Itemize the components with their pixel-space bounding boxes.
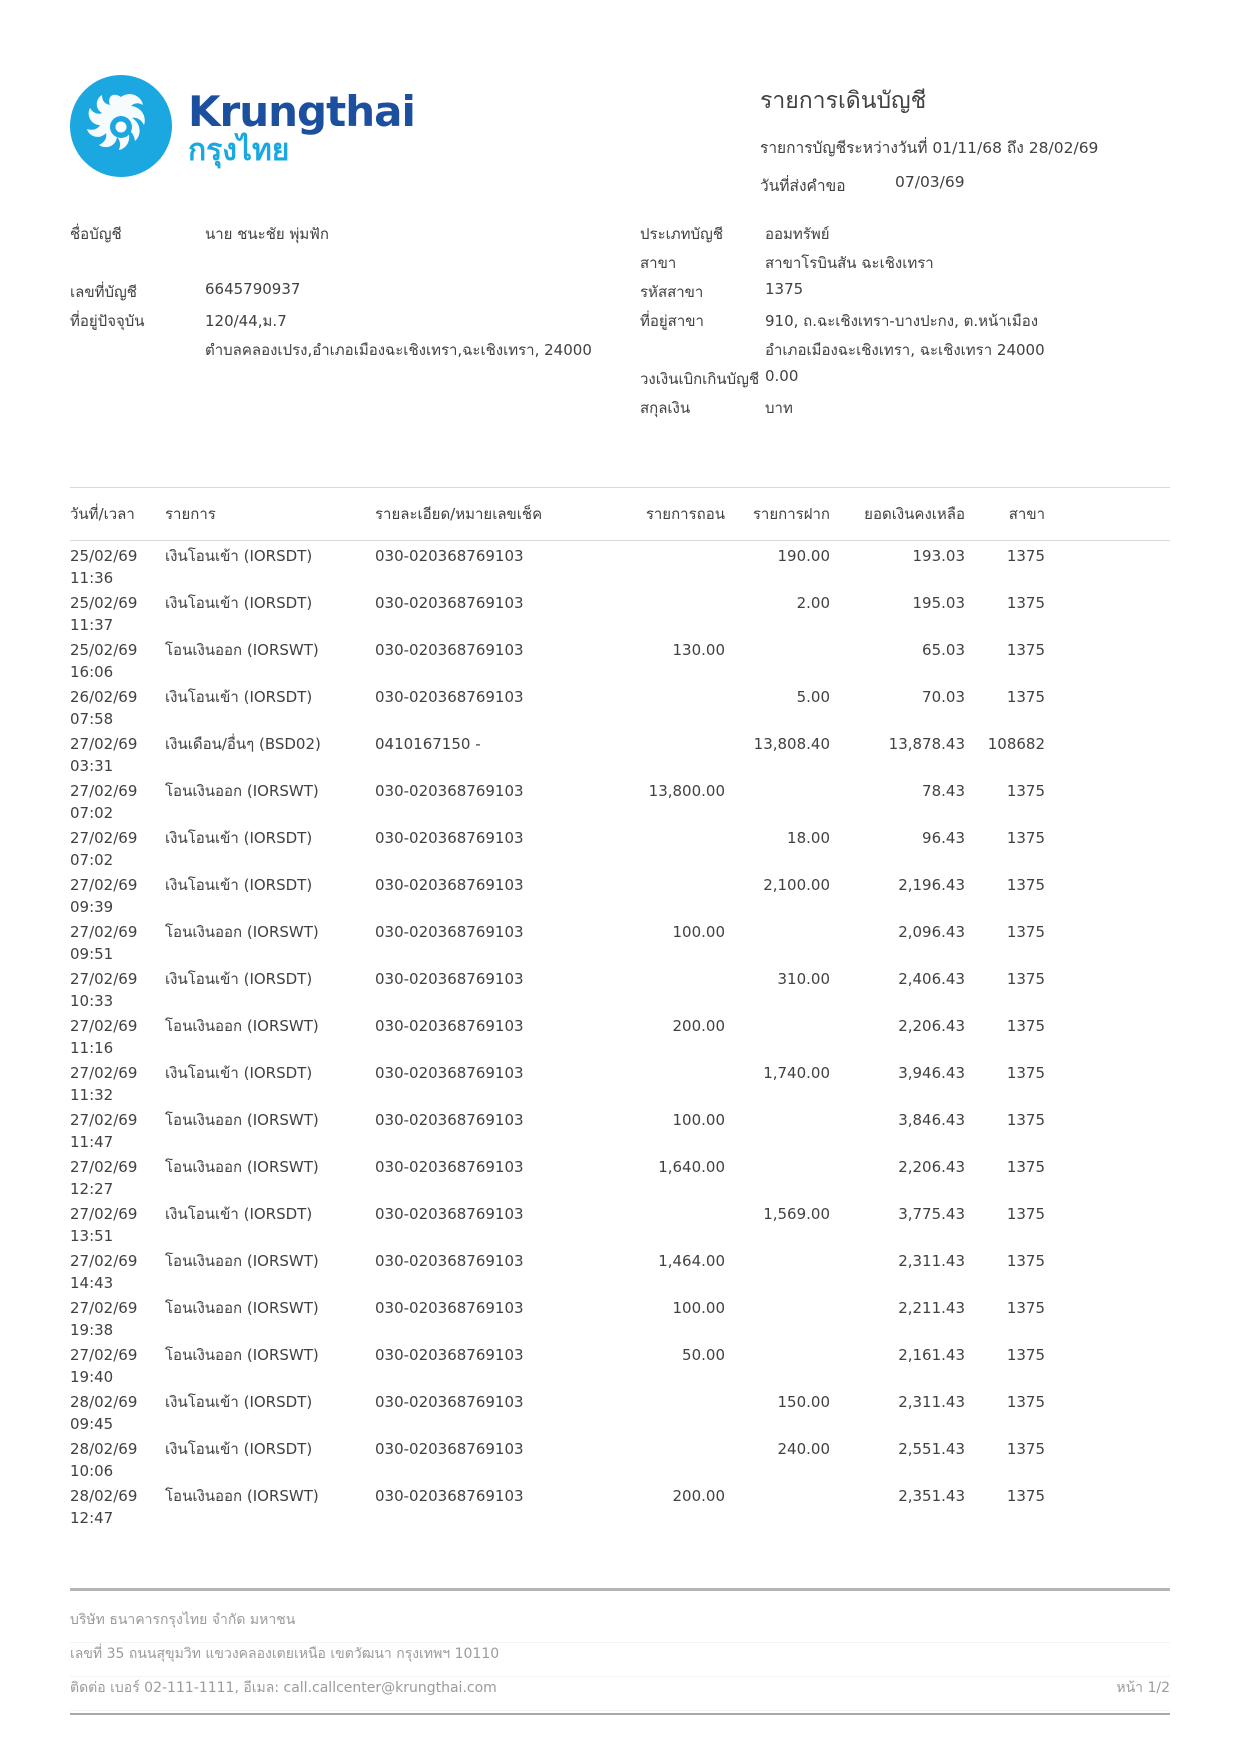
table-row <box>70 1246 1170 1293</box>
transaction-detail: 030-020368769103 <box>375 1440 524 1458</box>
table-row <box>70 1105 1170 1152</box>
transaction-date: 27/02/69 <box>70 923 138 941</box>
transaction-deposit <box>725 923 830 964</box>
transaction-time: 07:02 <box>70 851 114 869</box>
footer-contact: ติดต่อ เบอร์ 02-111-1111, อีเมล: call.callcenter@krungthai.com <box>70 1680 497 1696</box>
transaction-branch: 1375 <box>1006 1252 1045 1270</box>
footer-address-row <box>70 1643 1170 1677</box>
transaction-withdrawal <box>625 688 725 729</box>
branch-value: สาขาโรบินสัน ฉะเชิงเทรา <box>765 254 934 272</box>
branch-address-value-line1: 910, ถ.ฉะเชิงเทรา-บางปะกง, ต.หน้าเมือง <box>765 312 1039 330</box>
transaction-deposit: 1,569.00 <box>763 1205 830 1223</box>
transaction-deposit: 1,740.00 <box>763 1064 830 1082</box>
transaction-deposit: 2.00 <box>796 594 830 612</box>
transaction-withdrawal: 1,464.00 <box>658 1252 725 1270</box>
request-date-label: วันที่ส่งคำขอ <box>760 177 846 195</box>
transaction-description: เงินเดือน/อื่นๆ (BSD02) <box>165 735 321 753</box>
transaction-branch: 1375 <box>1006 829 1045 847</box>
transaction-detail: 030-020368769103 <box>375 1393 524 1411</box>
account-name-label: ชื่อบัญชี <box>70 225 122 243</box>
transaction-time: 10:33 <box>70 992 114 1010</box>
transaction-description: โอนเงินออก (IORSWT) <box>165 1299 319 1317</box>
transaction-detail: 030-020368769103 <box>375 923 524 941</box>
transaction-time: 11:32 <box>70 1086 114 1104</box>
transaction-branch: 1375 <box>1006 1346 1045 1364</box>
request-date-value: 07/03/69 <box>895 173 965 191</box>
transaction-deposit: 240.00 <box>777 1440 830 1458</box>
transaction-branch: 1375 <box>1006 1393 1045 1411</box>
table-row <box>70 776 1170 823</box>
transaction-deposit <box>725 1299 830 1340</box>
col-header-branch: สาขา <box>1008 505 1045 523</box>
transaction-detail: 030-020368769103 <box>375 782 524 800</box>
transaction-withdrawal: 13,800.00 <box>648 782 725 800</box>
transaction-time: 13:51 <box>70 1227 114 1245</box>
transaction-detail: 030-020368769103 <box>375 1064 524 1082</box>
table-row <box>70 682 1170 729</box>
transaction-balance: 2,551.43 <box>898 1440 965 1458</box>
transaction-detail: 030-020368769103 <box>375 970 524 988</box>
transaction-date: 27/02/69 <box>70 1064 138 1082</box>
transaction-balance: 3,946.43 <box>898 1064 965 1082</box>
transaction-balance: 13,878.43 <box>888 735 965 753</box>
table-row <box>70 1011 1170 1058</box>
transaction-detail: 030-020368769103 <box>375 1205 524 1223</box>
transaction-date: 27/02/69 <box>70 1299 138 1317</box>
col-header-date: วันที่/เวลา <box>70 505 135 523</box>
transaction-branch: 1375 <box>1006 876 1045 894</box>
transaction-balance: 2,206.43 <box>898 1158 965 1176</box>
transaction-time: 09:45 <box>70 1415 114 1433</box>
transaction-branch: 1375 <box>1006 641 1045 659</box>
transaction-withdrawal: 100.00 <box>672 923 725 941</box>
table-row <box>70 635 1170 682</box>
transaction-time: 11:36 <box>70 569 114 587</box>
transaction-withdrawal <box>625 1205 725 1246</box>
transaction-time: 07:58 <box>70 710 114 728</box>
transaction-withdrawal <box>625 876 725 917</box>
branch-address-value-line2: อำเภอเมืองฉะเชิงเทรา, ฉะเชิงเทรา 24000 <box>765 341 1045 359</box>
transaction-branch: 1375 <box>1006 547 1045 565</box>
account-name-value: นาย ชนะชัย พุ่มฟัก <box>205 225 329 243</box>
transaction-date: 27/02/69 <box>70 970 138 988</box>
transaction-time: 19:40 <box>70 1368 114 1386</box>
transaction-deposit: 2,100.00 <box>763 876 830 894</box>
table-row <box>70 823 1170 870</box>
transaction-date: 27/02/69 <box>70 1205 138 1223</box>
transaction-balance: 3,775.43 <box>898 1205 965 1223</box>
transaction-balance: 2,206.43 <box>898 1017 965 1035</box>
transaction-deposit: 150.00 <box>777 1393 830 1411</box>
transaction-branch: 1375 <box>1006 1017 1045 1035</box>
footer-company: บริษัท ธนาคารกรุงไทย จำกัด มหาชน <box>70 1612 296 1628</box>
transaction-detail: 030-020368769103 <box>375 1111 524 1129</box>
transaction-date: 27/02/69 <box>70 1346 138 1364</box>
statement-header <box>760 75 1170 198</box>
page-header <box>70 75 1170 198</box>
transaction-description: โอนเงินออก (IORSWT) <box>165 782 319 800</box>
transaction-deposit <box>725 1252 830 1293</box>
transaction-withdrawal <box>625 1440 725 1481</box>
account-info-section <box>70 222 1170 425</box>
account-number-label: เลขที่บัญชี <box>70 283 137 301</box>
transaction-description: โอนเงินออก (IORSWT) <box>165 1487 319 1505</box>
transaction-description: เงินโอนเข้า (IORSDT) <box>165 1205 313 1223</box>
transaction-date: 25/02/69 <box>70 594 138 612</box>
brand-text <box>188 84 415 169</box>
account-number-value: 6645790937 <box>205 280 301 298</box>
transaction-description: เงินโอนเข้า (IORSDT) <box>165 1393 313 1411</box>
current-address-value-line2: ตำบลคลองเปรง,อำเภอเมืองฉะเชิงเทรา,ฉะเชิงเทรา, 24000 <box>205 341 592 359</box>
account-info-row <box>70 338 1170 367</box>
branch-address-label: ที่อยู่สาขา <box>640 312 704 330</box>
transaction-description: โอนเงินออก (IORSWT) <box>165 1111 319 1129</box>
transaction-date: 28/02/69 <box>70 1393 138 1411</box>
transaction-withdrawal <box>625 1393 725 1434</box>
transaction-detail: 030-020368769103 <box>375 547 524 565</box>
transaction-detail: 030-020368769103 <box>375 876 524 894</box>
transaction-branch: 1375 <box>1006 1111 1045 1129</box>
transaction-description: โอนเงินออก (IORSWT) <box>165 1017 319 1035</box>
account-info-row <box>70 367 1170 396</box>
transaction-time: 14:43 <box>70 1274 114 1292</box>
transaction-description: เงินโอนเข้า (IORSDT) <box>165 594 313 612</box>
table-body <box>70 541 1170 1528</box>
transaction-withdrawal <box>625 970 725 1011</box>
account-type-label: ประเภทบัญชี <box>640 225 724 243</box>
transaction-description: เงินโอนเข้า (IORSDT) <box>165 970 313 988</box>
transaction-balance: 3,846.43 <box>898 1111 965 1129</box>
transaction-date: 27/02/69 <box>70 829 138 847</box>
transaction-date: 26/02/69 <box>70 688 138 706</box>
transaction-branch: 1375 <box>1006 1299 1045 1317</box>
table-row <box>70 1152 1170 1199</box>
transaction-time: 11:37 <box>70 616 114 634</box>
transaction-detail: 030-020368769103 <box>375 1487 524 1505</box>
transaction-detail: 0410167150 - <box>375 735 481 753</box>
transaction-branch: 1375 <box>1006 594 1045 612</box>
transaction-balance: 2,311.43 <box>898 1252 965 1270</box>
table-row <box>70 1199 1170 1246</box>
transaction-branch: 1375 <box>1006 1205 1045 1223</box>
transaction-balance: 96.43 <box>922 829 965 847</box>
account-info-row <box>70 396 1170 425</box>
transaction-balance: 78.43 <box>922 782 965 800</box>
footer-bottom-divider <box>70 1713 1170 1715</box>
transaction-branch: 108682 <box>987 735 1045 753</box>
transaction-balance: 70.03 <box>922 688 965 706</box>
transaction-date: 27/02/69 <box>70 1158 138 1176</box>
transaction-description: เงินโอนเข้า (IORSDT) <box>165 547 313 565</box>
request-date-row <box>760 173 1170 198</box>
transaction-detail: 030-020368769103 <box>375 594 524 612</box>
table-row <box>70 964 1170 1011</box>
transaction-description: โอนเงินออก (IORSWT) <box>165 1252 319 1270</box>
current-address-value-line1: 120/44,ม.7 <box>205 312 287 330</box>
transaction-time: 11:16 <box>70 1039 114 1057</box>
transaction-detail: 030-020368769103 <box>375 1299 524 1317</box>
transaction-balance: 2,351.43 <box>898 1487 965 1505</box>
page-footer <box>70 1591 1170 1715</box>
transaction-balance: 2,161.43 <box>898 1346 965 1364</box>
table-row <box>70 1293 1170 1340</box>
transaction-branch: 1375 <box>1006 1158 1045 1176</box>
transaction-balance: 2,196.43 <box>898 876 965 894</box>
currency-value: บาท <box>765 399 793 417</box>
account-info-row <box>70 251 1170 280</box>
transaction-time: 16:06 <box>70 663 114 681</box>
transaction-detail: 030-020368769103 <box>375 688 524 706</box>
footer-company-row <box>70 1609 1170 1643</box>
transaction-time: 19:38 <box>70 1321 114 1339</box>
brand-name-th: กรุงไทย <box>188 132 290 168</box>
transaction-description: โอนเงินออก (IORSWT) <box>165 1346 319 1364</box>
transaction-time: 09:39 <box>70 898 114 916</box>
statement-title: รายการเดินบัญชี <box>760 88 927 114</box>
statement-period: รายการบัญชีระหว่างวันที่ 01/11/68 ถึง 28/02/69 <box>760 139 1099 157</box>
transaction-deposit <box>725 1487 830 1528</box>
transaction-withdrawal <box>625 547 725 588</box>
transaction-deposit <box>725 1111 830 1152</box>
table-row <box>70 1387 1170 1434</box>
transaction-branch: 1375 <box>1006 1064 1045 1082</box>
branch-code-value: 1375 <box>765 280 804 298</box>
transaction-deposit <box>725 782 830 823</box>
transaction-branch: 1375 <box>1006 923 1045 941</box>
overdraft-value: 0.00 <box>765 367 799 385</box>
transaction-deposit <box>725 1158 830 1199</box>
transaction-time: 03:31 <box>70 757 114 775</box>
currency-label: สกุลเงิน <box>640 399 691 417</box>
transaction-time: 12:47 <box>70 1509 114 1527</box>
transaction-withdrawal: 1,640.00 <box>658 1158 725 1176</box>
table-row <box>70 1481 1170 1528</box>
table-row <box>70 1434 1170 1481</box>
krungthai-logo <box>70 75 415 177</box>
table-row <box>70 1340 1170 1387</box>
transaction-withdrawal: 100.00 <box>672 1299 725 1317</box>
transaction-branch: 1375 <box>1006 970 1045 988</box>
transaction-branch: 1375 <box>1006 688 1045 706</box>
transaction-deposit: 13,808.40 <box>753 735 830 753</box>
transaction-description: เงินโอนเข้า (IORSDT) <box>165 1440 313 1458</box>
transaction-detail: 030-020368769103 <box>375 641 524 659</box>
transaction-deposit: 18.00 <box>787 829 830 847</box>
transaction-date: 27/02/69 <box>70 735 138 753</box>
brand-name-en: Krungthai <box>188 86 415 136</box>
transaction-balance: 2,406.43 <box>898 970 965 988</box>
transaction-date: 27/02/69 <box>70 876 138 894</box>
transaction-branch: 1375 <box>1006 782 1045 800</box>
transaction-deposit <box>725 641 830 682</box>
account-type-value: ออมทรัพย์ <box>765 225 830 243</box>
transaction-time: 11:47 <box>70 1133 114 1151</box>
transaction-time: 09:51 <box>70 945 114 963</box>
transaction-balance: 2,211.43 <box>898 1299 965 1317</box>
transaction-date: 25/02/69 <box>70 547 138 565</box>
transaction-balance: 65.03 <box>922 641 965 659</box>
transaction-withdrawal: 50.00 <box>682 1346 725 1364</box>
transaction-withdrawal: 130.00 <box>672 641 725 659</box>
transaction-detail: 030-020368769103 <box>375 1017 524 1035</box>
transaction-time: 12:27 <box>70 1180 114 1198</box>
transaction-description: เงินโอนเข้า (IORSDT) <box>165 688 313 706</box>
account-info-row <box>70 309 1170 338</box>
transaction-description: เงินโอนเข้า (IORSDT) <box>165 1064 313 1082</box>
overdraft-label: วงเงินเบิกเกินบัญชี <box>640 370 760 388</box>
table-header-row <box>70 487 1170 541</box>
transaction-deposit: 310.00 <box>777 970 830 988</box>
transaction-withdrawal <box>625 735 725 776</box>
transactions-table <box>70 487 1170 1591</box>
krungthai-bird-logo-icon <box>70 75 172 177</box>
branch-code-label: รหัสสาขา <box>640 283 704 301</box>
transaction-description: โอนเงินออก (IORSWT) <box>165 923 319 941</box>
transaction-detail: 030-020368769103 <box>375 1252 524 1270</box>
transaction-balance: 2,311.43 <box>898 1393 965 1411</box>
transaction-date: 28/02/69 <box>70 1487 138 1505</box>
account-info-row <box>70 280 1170 309</box>
current-address-label: ที่อยู่ปัจจุบัน <box>70 312 145 330</box>
col-header-description: รายการ <box>165 505 216 523</box>
col-header-detail: รายละเอียด/หมายเลขเช็ค <box>375 505 543 523</box>
table-row <box>70 870 1170 917</box>
transaction-date: 27/02/69 <box>70 1252 138 1270</box>
page-number: หน้า 1/2 <box>1116 1680 1170 1696</box>
transaction-date: 27/02/69 <box>70 1017 138 1035</box>
transaction-withdrawal: 100.00 <box>672 1111 725 1129</box>
transaction-deposit <box>725 1346 830 1387</box>
transaction-deposit: 190.00 <box>777 547 830 565</box>
transaction-withdrawal <box>625 829 725 870</box>
table-row <box>70 1058 1170 1105</box>
transaction-detail: 030-020368769103 <box>375 1158 524 1176</box>
transaction-deposit: 5.00 <box>796 688 830 706</box>
table-row <box>70 729 1170 776</box>
account-info-row <box>70 222 1170 251</box>
transaction-balance: 193.03 <box>912 547 965 565</box>
col-header-deposit: รายการฝาก <box>752 505 830 523</box>
transaction-withdrawal: 200.00 <box>672 1487 725 1505</box>
transaction-description: เงินโอนเข้า (IORSDT) <box>165 829 313 847</box>
transaction-date: 27/02/69 <box>70 1111 138 1129</box>
transaction-description: โอนเงินออก (IORSWT) <box>165 641 319 659</box>
transaction-detail: 030-020368769103 <box>375 829 524 847</box>
transaction-time: 07:02 <box>70 804 114 822</box>
branch-label: สาขา <box>640 254 677 272</box>
transaction-branch: 1375 <box>1006 1487 1045 1505</box>
transaction-detail: 030-020368769103 <box>375 1346 524 1364</box>
transaction-time: 10:06 <box>70 1462 114 1480</box>
transaction-deposit <box>725 1017 830 1058</box>
col-header-withdrawal: รายการถอน <box>645 505 725 523</box>
transaction-date: 27/02/69 <box>70 782 138 800</box>
footer-address: เลขที่ 35 ถนนสุขุมวิท แขวงคลองเตยเหนือ เขตวัฒนา กรุงเทพฯ 10110 <box>70 1646 500 1662</box>
transaction-balance: 2,096.43 <box>898 923 965 941</box>
transaction-branch: 1375 <box>1006 1440 1045 1458</box>
transaction-withdrawal <box>625 594 725 635</box>
table-row <box>70 541 1170 588</box>
transaction-description: เงินโอนเข้า (IORSDT) <box>165 876 313 894</box>
transaction-description: โอนเงินออก (IORSWT) <box>165 1158 319 1176</box>
col-header-balance: ยอดเงินคงเหลือ <box>864 505 965 523</box>
transaction-withdrawal <box>625 1064 725 1105</box>
table-row <box>70 917 1170 964</box>
transaction-balance: 195.03 <box>912 594 965 612</box>
transaction-date: 25/02/69 <box>70 641 138 659</box>
table-row <box>70 588 1170 635</box>
transaction-date: 28/02/69 <box>70 1440 138 1458</box>
transaction-withdrawal: 200.00 <box>672 1017 725 1035</box>
footer-contact-row <box>70 1677 1170 1711</box>
